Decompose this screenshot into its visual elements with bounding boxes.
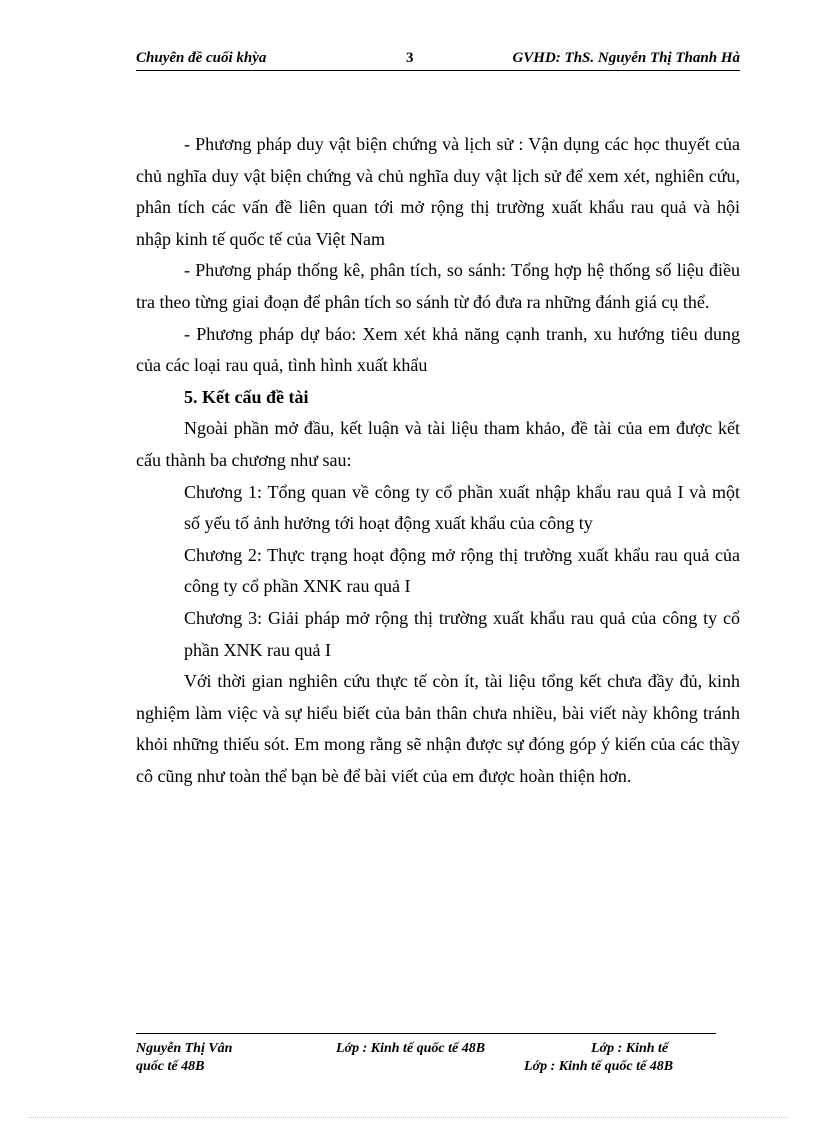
closing-paragraph: Với thời gian nghiên cứu thực tế còn ít, tài liệu tổng kết chưa đầy đủ, kinh nghiệm làm việc và sự hiểu biết của bản thân chưa nhiều, bài viết này không tránh khỏi những thiếu sót. Em mong rằng sẽ nhận được sự đóng góp ý kiến của các thầy cô cũng như toàn thể bạn bè để bài viết của em được hoàn thiện hơn. [136,671,740,786]
method-statistics-paragraph: - Phương pháp thống kê, phân tích, so sánh: Tổng hợp hệ thống số liệu điều tra theo từng giai đoạn để phân tích so sánh từ đó đưa ra những đánh giá cụ thể. [136,260,740,312]
footer-divider [136,1033,716,1034]
document-body [136,129,740,792]
method-forecast-paragraph: - Phương pháp dự báo: Xem xét khả năng cạnh tranh, xu hướng tiêu dung của các loại rau quả, tình hình xuất khẩu [136,323,740,376]
footer-class-label-repeat: Lớp : Kinh tế [591,1041,669,1056]
header-report-title: Chuyên đề cuối khỳa [136,50,267,66]
footer-class-label-second-line: Lớp : Kinh tế quốc tế 48B [524,1059,674,1074]
footer-class-continuation: quốc tế 48B [136,1059,205,1074]
section-heading: 5. Kết cấu đề tài [184,386,309,407]
footer-author: Nguyễn Thị Vân [136,1041,233,1056]
page-header [136,48,740,71]
structure-intro-paragraph: Ngoài phần mở đầu, kết luận và tài liệu tham khảo, đề tài của em được kết cấu thành ba chương như sau: [136,418,740,470]
chapter-3-item: Chương 3: Giải pháp mở rộng thị trường xuất khẩu rau quả của công ty cổ phần XNK rau quả I [184,607,740,660]
header-supervisor: GVHD: ThS. Nguyễn Thị Thanh Hà [512,50,740,66]
method-dialectical-paragraph: - Phương pháp duy vật biện chứng và lịch sử : Vận dụng các học thuyết của chủ nghĩa duy vật biện chứng và chủ nghĩa duy vật lịch sử để xem xét, nghiên cứu, phân tích các vấn đề liên quan tới mở rộng thị trường xuất khẩu rau quả và hội nhập kinh tế quốc tế của Việt Nam [136,134,740,249]
page-number: 3 [406,50,414,66]
footer-class-label: Lớp : Kinh tế quốc tế 48B [336,1041,486,1056]
page-bottom-dotted-line [28,1117,788,1118]
chapter-2-item: Chương 2: Thực trạng hoạt động mở rộng thị trường xuất khẩu rau quả của công ty cổ phần XNK rau quả I [184,544,740,597]
chapter-1-item: Chương 1: Tổng quan về công ty cổ phần xuất nhập khẩu rau quả I và một số yếu tố ảnh hưởng tới hoạt động xuất khẩu của công ty [184,481,740,534]
page-footer [136,1040,716,1080]
